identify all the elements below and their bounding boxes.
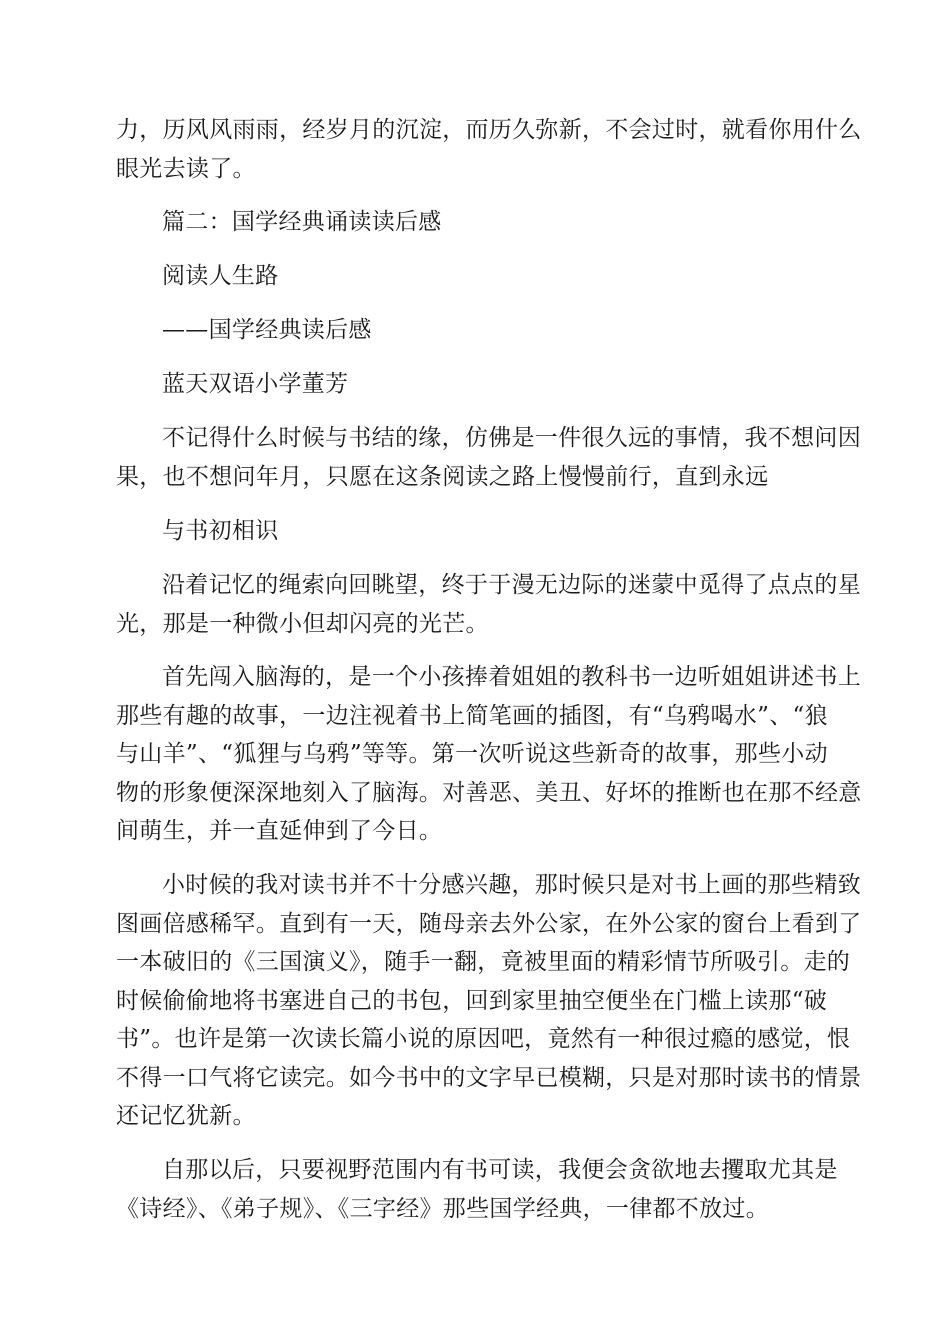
paragraph-line: 图画倍感稀罕。直到有一天，随母亲去外公家，在外公家的窗台上看到了 [116, 911, 862, 937]
paragraph-line: 与山羊”、“狐狸与乌鸦”等等。第一次听说这些新奇的故事，那些小动 [116, 741, 828, 767]
paragraph-line: 书”。也许是第一次读长篇小说的原因吧，竟然有一种很过瘾的感觉，恨 [116, 1026, 851, 1052]
paragraph-line: 一本破旧的《三国演义》，随手一翻，竟被里面的精彩情节所吸引。走的 [116, 949, 851, 975]
subheading: 与书初相识 [162, 518, 279, 544]
paragraph-line: 自那以后，只要视野范围内有书可读，我便会贪欲地去攫取尤其是 [162, 1157, 838, 1183]
paragraph-line: 光，那是一种微小但却闪亮的光芒。 [116, 611, 489, 637]
paragraph-line: 首先闯入脑海的，是一个小孩捧着姐姐的教科书一边听姐姐讲述书上 [162, 664, 861, 690]
paragraph-line: 不记得什么时候与书结的缘，仿佛是一件很久远的事情，我不想问因 [162, 425, 861, 451]
section-heading: 篇二：国学经典诵读读后感 [162, 209, 442, 235]
author-line: 蓝天双语小学董芳 [162, 371, 349, 397]
paragraph-line: 那些有趣的故事，一边注视着书上简笔画的插图，有“乌鸦喝水”、“狼 [116, 703, 828, 729]
paragraph-line: 《诗经》、《弟子规》、《三字经》那些国学经典，一律都不放过。 [116, 1196, 769, 1222]
paragraph-line: 不得一口气将它读完。如今书中的文字早已模糊，只是对那时读书的情景 [116, 1065, 862, 1091]
paragraph-line: 小时候的我对读书并不十分感兴趣，那时候只是对书上画的那些精致 [162, 872, 861, 898]
paragraph-line: 果，也不想问年月，只愿在这条阅读之路上慢慢前行，直到永远 [116, 464, 769, 490]
paragraph-line: 时候偷偷地将书塞进自己的书包，回到家里抽空便坐在门槛上读那“破 [116, 988, 828, 1014]
paragraph-line: 物的形象便深深地刻入了脑海。对善恶、美丑、好坏的推断也在那不经意 [116, 780, 862, 806]
paragraph-line: 眼光去读了。 [116, 156, 256, 182]
paragraph-line: 还记忆犹新。 [116, 1103, 256, 1129]
essay-subtitle: ——国学经典读后感 [162, 317, 372, 343]
paragraph-line: 间萌生，并一直延伸到了今日。 [116, 818, 443, 844]
essay-title: 阅读人生路 [162, 263, 279, 289]
paragraph-line: 沿着记忆的绳索向回眺望，终于于漫无边际的迷蒙中觅得了点点的星 [162, 572, 861, 598]
paragraph-line: 力，历风风雨雨，经岁月的沉淀，而历久弥新，不会过时，就看你用什么 [116, 117, 862, 143]
